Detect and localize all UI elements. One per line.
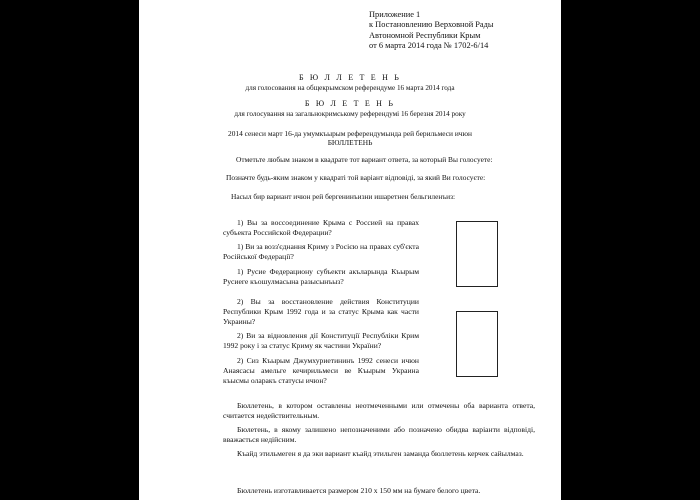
ballot-title-ru: Б Ю Л Л Е Т Е Н Ь — [298, 73, 402, 82]
option-1-text-uk: 1) Ви за возз'єднання Криму з Росією на правах суб'єкта Російської Федерації? — [223, 242, 419, 261]
ballot-subtitle-ru: для голосования на общекрымском референдуме 16 марта 2014 года — [245, 84, 455, 92]
annex-line: от 6 марта 2014 года № 1702-6/14 — [369, 40, 489, 50]
instruction-uk: Позначте будь-яким знаком у квадраті той варіант відповіді, за який Ви голосуєте: — [226, 173, 486, 182]
option-2-text-uk: 2) Ви за відновлення дії Конституції Республіки Крим 1992 року і за статус Криму як частини України? — [223, 331, 419, 350]
size-note-ru: Бюллетень изготавливается размером 210 х 150 мм на бумаге белого цвета. — [237, 486, 481, 495]
annex-line: к Постановлению Верховной Рады — [369, 20, 494, 30]
ballot-subtitle-crh: 2014 сенеси март 16-да умумкъырым референдумында рей берильмеси ичюн — [228, 129, 472, 138]
annex-line: Автономной Республики Крым — [369, 30, 481, 40]
invalid-note-uk: Бюлетень, в якому залишено непозначеними або позначено обидва варіанти відповіді, вважається недійсним. — [223, 425, 535, 445]
instruction-ru: Отметьте любым знаком в квадрате тот вариант ответа, за который Вы голосуете: — [236, 155, 493, 164]
invalid-note-crh: Къайд этильмеген я да эки вариант къайд этильген заманда бюллетень керчек сайылмаз. — [237, 449, 524, 458]
ballot-title-uk: Б Ю Л Е Т Е Н Ь — [304, 99, 396, 108]
option-1-checkbox[interactable] — [456, 221, 498, 287]
ballot-subtitle-uk: для голосування на загальнокримському референдумі 16 березня 2014 року — [234, 110, 466, 118]
option-1-text-crh: 1) Русие Федерациону субъекти акъларында Къырым Русиеге къошулмасына разысынъыз? — [223, 267, 419, 286]
option-2-text-crh: 2) Сиз Къырым Джумхуриетининъ 1992 сенеси ичюн Анаясасы амельге кечирильмеси ве Къырым Украина къысмы оларакъ статусы ичюн? — [223, 356, 419, 385]
annex-line: Приложение 1 — [369, 10, 421, 19]
invalid-note-ru: Бюллетень, в котором оставлены неотмеченными или отмечены оба варианта ответа, считается недействительным. — [223, 401, 535, 421]
option-2-text-ru: 2) Вы за восстановление действия Конституции Республики Крым 1992 года и за статус Крыма как части Украины? — [223, 297, 419, 326]
option-1-text-ru: 1) Вы за воссоединение Крыма с Россией на правах субъекта Российской Федерации? — [223, 218, 419, 237]
ballot-title-crh: БЮЛЛЕТЕНЬ — [327, 138, 373, 147]
instruction-crh: Насыл бир вариант ичюн рей бергенинъизни ишаретнен бельгиленъиз: — [231, 192, 456, 201]
ballot-document-page — [139, 0, 561, 500]
annex-reference — [369, 10, 559, 51]
option-2-checkbox[interactable] — [456, 311, 498, 377]
